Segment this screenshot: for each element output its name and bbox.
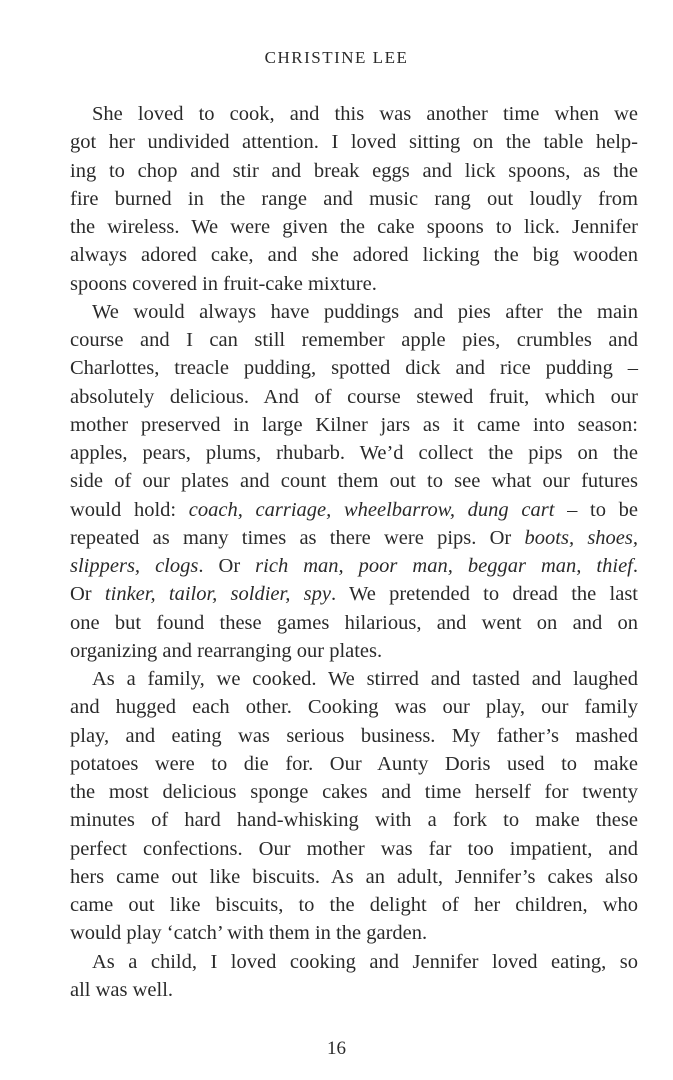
text-span: repeated as many times as there were pips. Or [70,526,525,549]
text-line [70,524,638,552]
text-line [70,298,638,326]
text-line [70,750,638,778]
text-line [70,552,638,580]
text-line [70,128,638,156]
text-span: Or [70,583,105,606]
text-line [70,241,638,269]
text-line [70,270,638,298]
running-head: CHRISTINE LEE [264,48,409,67]
text-span: ing to chop and stir and break eggs and lick spoons, as the [70,159,638,182]
text-span: one but found these games hilarious, and went on and on [70,611,638,634]
text-line [70,976,638,1004]
text-line [70,157,638,185]
text-span: always adored cake, and she adored licking the big wooden [70,244,638,267]
text-line [70,693,638,721]
text-span: perfect confections. Our mother was far too impatient, and [70,837,638,860]
text-line [70,948,638,976]
text-line [70,496,638,524]
text-span: . We pretended to dread the last [330,583,638,606]
text-span: would play ‘catch’ with them in the garden. [70,922,428,945]
text-line [70,185,638,213]
text-span: As a child, I loved cooking and Jennifer loved eating, so [92,950,638,973]
text-span: – to be [554,498,638,521]
text-line [70,806,638,834]
text-span: all was well. [70,978,174,1001]
page-number: 16 [327,1038,346,1059]
text-span: would hold: [70,498,189,521]
body-text [70,100,638,1004]
italic-text: slippers, clogs [70,555,199,577]
text-line [70,439,638,467]
text-span: spoons covered in fruit-cake mixture. [70,272,377,295]
text-span: and hugged each other. Cooking was our play, our family [70,696,638,719]
text-span: . [632,555,638,577]
text-span: mother preserved in large Kilner jars as it came into season: [70,413,638,436]
text-span: fire burned in the range and music rang out loudly from [70,187,638,210]
text-span: absolutely delicious. And of course stewed fruit, which our [70,385,638,408]
text-span: hers came out like biscuits. As an adult, Jennifer’s cakes also [70,865,638,888]
text-span: got her undivided attention. I loved sitting on the table help- [70,131,638,154]
text-span: came out like biscuits, to the delight of her children, who [70,894,638,916]
italic-text: tinker, tailor, soldier, spy [104,583,331,606]
text-line [70,383,638,411]
text-span: We would always have puddings and pies after the main [92,300,638,323]
text-line [70,326,638,354]
text-line [70,863,638,891]
text-line [70,100,638,128]
text-line [70,609,638,637]
text-span: potatoes were to die for. Our Aunty Doris used to make [70,752,638,775]
text-line [70,354,638,382]
text-line [70,637,638,665]
text-span: side of our plates and count them out to see what our futures [70,470,638,493]
text-line [70,722,638,750]
text-line [70,467,638,495]
text-span: minutes of hard hand-whisking with a fork to make these [70,809,638,832]
text-span: play, and eating was serious business. My father’s mashed [70,724,638,747]
italic-text: boots, shoes, [524,526,638,549]
text-span: Charlottes, treacle pudding, spotted dick and rice pudding – [70,357,638,380]
text-line [70,919,638,947]
text-line [70,835,638,863]
text-span: organizing and rearranging our plates. [70,639,383,662]
text-line [70,580,638,608]
text-span: apples, pears, plums, rhubarb. We’d collect the pips on the [70,442,638,464]
text-span: . Or [198,555,256,577]
italic-text: rich man, poor man, beggar man, thief [255,555,633,577]
text-line [70,665,638,693]
text-span: course and I can still remember apple pies, crumbles and [70,329,638,351]
text-line [70,213,638,241]
text-span: the most delicious sponge cakes and time herself for twenty [70,781,638,803]
text-line [70,891,638,919]
text-span: the wireless. We were given the cake spoons to lick. Jennifer [70,216,638,238]
text-span: As a family, we cooked. We stirred and tasted and laughed [92,668,638,690]
text-span: She loved to cook, and this was another time when we [92,103,638,125]
italic-text: coach, carriage, wheelbarrow, dung cart [188,498,555,521]
text-line [70,778,638,806]
text-line [70,411,638,439]
